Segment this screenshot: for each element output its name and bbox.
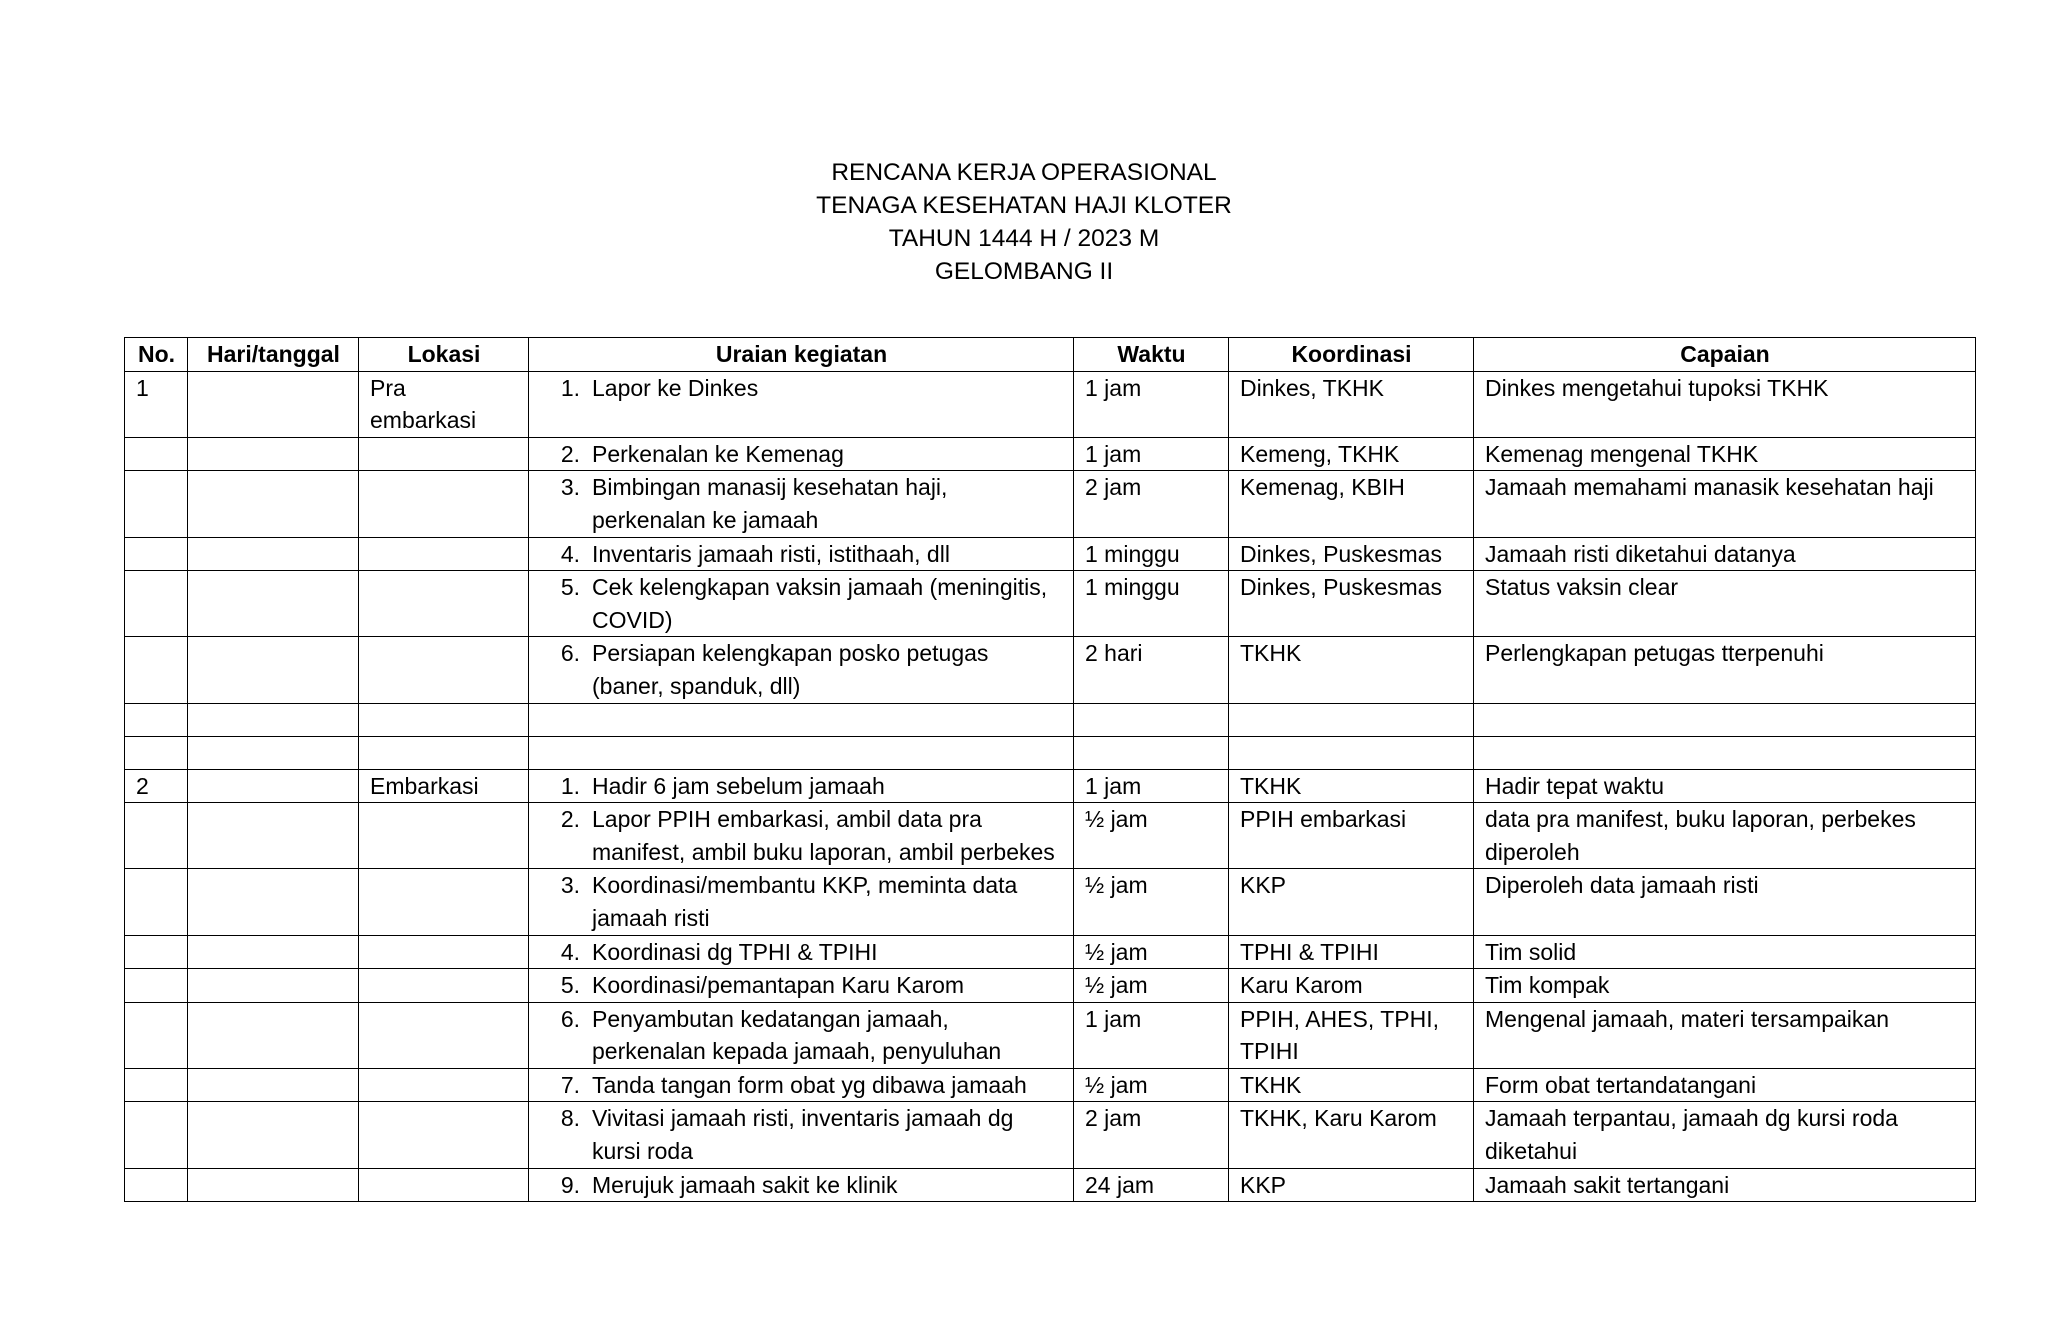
cell-waktu: ½ jam: [1074, 869, 1229, 935]
cell-waktu: ½ jam: [1074, 1068, 1229, 1102]
cell-lokasi: [359, 437, 529, 471]
cell-waktu: [1074, 703, 1229, 736]
cell-koordinasi: TKHK: [1229, 769, 1474, 803]
work-plan-table: [124, 337, 1976, 1202]
activity-item: [540, 770, 1063, 803]
cell-capaian: [1474, 703, 1976, 736]
activity-number: 2.: [560, 806, 580, 833]
table-row: [125, 471, 1976, 537]
cell-no: [125, 869, 188, 935]
cell-waktu: ½ jam: [1074, 969, 1229, 1003]
cell-lokasi: Embarkasi: [359, 769, 529, 803]
activity-text: Bimbingan manasij kesehatan haji, perkenalan ke jamaah: [592, 474, 948, 533]
table-row: [125, 537, 1976, 571]
header-no: No.: [125, 338, 188, 372]
activity-text: Lapor PPIH embarkasi, ambil data pra manifest, ambil buku laporan, ambil perbekes: [592, 806, 1055, 865]
activity-item: [540, 438, 1063, 471]
activity-number: 3.: [560, 872, 580, 899]
cell-lokasi: [359, 1168, 529, 1202]
cell-hari-tanggal: [188, 935, 359, 969]
cell-koordinasi: [1229, 703, 1474, 736]
cell-lokasi: [359, 1102, 529, 1168]
cell-uraian-kegiatan: [529, 371, 1074, 437]
cell-capaian: Hadir tepat waktu: [1474, 769, 1976, 803]
cell-lokasi: [359, 935, 529, 969]
cell-hari-tanggal: [188, 769, 359, 803]
cell-lokasi: [359, 969, 529, 1003]
cell-koordinasi: Dinkes, TKHK: [1229, 371, 1474, 437]
cell-waktu: 2 jam: [1074, 471, 1229, 537]
cell-hari-tanggal: [188, 869, 359, 935]
cell-waktu: [1074, 736, 1229, 769]
cell-capaian: [1474, 736, 1976, 769]
cell-koordinasi: KKP: [1229, 1168, 1474, 1202]
cell-waktu: 1 minggu: [1074, 571, 1229, 637]
table-row: [125, 637, 1976, 703]
header-uraian-kegiatan: Uraian kegiatan: [529, 338, 1074, 372]
activity-number: 9.: [560, 1171, 580, 1198]
activity-number: 1.: [560, 772, 580, 799]
cell-lokasi: [359, 1068, 529, 1102]
cell-waktu: ½ jam: [1074, 803, 1229, 869]
cell-hari-tanggal: [188, 471, 359, 537]
cell-capaian: Jamaah risti diketahui datanya: [1474, 537, 1976, 571]
cell-uraian-kegiatan: [529, 703, 1074, 736]
cell-koordinasi: KKP: [1229, 869, 1474, 935]
cell-capaian: Jamaah sakit tertangani: [1474, 1168, 1976, 1202]
cell-hari-tanggal: [188, 1102, 359, 1168]
activity-text: Inventaris jamaah risti, istithaah, dll: [592, 540, 950, 567]
cell-lokasi: [359, 537, 529, 571]
table-row: [125, 769, 1976, 803]
activity-text: Hadir 6 jam sebelum jamaah: [592, 772, 885, 799]
activity-number: 7.: [560, 1071, 580, 1098]
cell-waktu: 1 jam: [1074, 437, 1229, 471]
cell-capaian: Perlengkapan petugas tterpenuhi: [1474, 637, 1976, 703]
cell-lokasi: [359, 1002, 529, 1068]
activity-number: 5.: [560, 574, 580, 601]
header-capaian: Capaian: [1474, 338, 1976, 372]
cell-no: [125, 969, 188, 1003]
table-row: [125, 803, 1976, 869]
cell-hari-tanggal: [188, 571, 359, 637]
cell-no: [125, 703, 188, 736]
cell-uraian-kegiatan: [529, 769, 1074, 803]
cell-lokasi: [359, 571, 529, 637]
header-koordinasi: Koordinasi: [1229, 338, 1474, 372]
cell-no: [125, 537, 188, 571]
activity-text: Persiapan kelengkapan posko petugas (baner, spanduk, dll): [592, 640, 989, 699]
cell-uraian-kegiatan: [529, 935, 1074, 969]
activity-item: [540, 803, 1063, 868]
activity-number: 6.: [560, 640, 580, 667]
activity-item: [540, 538, 1063, 571]
cell-no: [125, 1068, 188, 1102]
activity-item: [540, 571, 1063, 636]
table-row: [125, 1002, 1976, 1068]
activity-item: [540, 1169, 1063, 1202]
activity-item: [540, 936, 1063, 969]
cell-hari-tanggal: [188, 969, 359, 1003]
cell-no: [125, 1102, 188, 1168]
cell-lokasi: [359, 637, 529, 703]
cell-no: [125, 803, 188, 869]
cell-hari-tanggal: [188, 1002, 359, 1068]
activity-item: [540, 1069, 1063, 1102]
cell-waktu: 2 jam: [1074, 1102, 1229, 1168]
cell-no: [125, 437, 188, 471]
header-lokasi: Lokasi: [359, 338, 529, 372]
cell-uraian-kegiatan: [529, 969, 1074, 1003]
cell-lokasi: [359, 869, 529, 935]
cell-uraian-kegiatan: [529, 1102, 1074, 1168]
table-row: [125, 1068, 1976, 1102]
title-line: TENAGA KESEHATAN HAJI KLOTER: [816, 192, 1232, 219]
cell-koordinasi: PPIH embarkasi: [1229, 803, 1474, 869]
cell-koordinasi: TKHK, Karu Karom: [1229, 1102, 1474, 1168]
cell-uraian-kegiatan: [529, 537, 1074, 571]
cell-koordinasi: TPHI & TPIHI: [1229, 935, 1474, 969]
cell-koordinasi: [1229, 736, 1474, 769]
header-hari-tanggal: Hari/tanggal: [188, 338, 359, 372]
activity-number: 3.: [560, 474, 580, 501]
cell-no: [125, 1168, 188, 1202]
cell-hari-tanggal: [188, 736, 359, 769]
cell-uraian-kegiatan: [529, 736, 1074, 769]
cell-uraian-kegiatan: [529, 471, 1074, 537]
cell-lokasi: Pra embarkasi: [359, 371, 529, 437]
activity-item: [540, 471, 1063, 536]
cell-uraian-kegiatan: [529, 437, 1074, 471]
cell-lokasi: [359, 471, 529, 537]
activity-item: [540, 1102, 1063, 1167]
cell-waktu: 1 jam: [1074, 1002, 1229, 1068]
cell-lokasi: [359, 736, 529, 769]
cell-capaian: Tim kompak: [1474, 969, 1976, 1003]
cell-uraian-kegiatan: [529, 1002, 1074, 1068]
cell-capaian: Jamaah memahami manasik kesehatan haji: [1474, 471, 1976, 537]
cell-uraian-kegiatan: [529, 571, 1074, 637]
cell-waktu: ½ jam: [1074, 935, 1229, 969]
cell-koordinasi: Kemenag, KBIH: [1229, 471, 1474, 537]
cell-lokasi: [359, 703, 529, 736]
cell-uraian-kegiatan: [529, 869, 1074, 935]
cell-no: 2: [125, 769, 188, 803]
table-row: [125, 703, 1976, 736]
activity-text: Merujuk jamaah sakit ke klinik: [592, 1171, 898, 1198]
table-row: [125, 371, 1976, 437]
cell-uraian-kegiatan: [529, 1068, 1074, 1102]
cell-uraian-kegiatan: [529, 803, 1074, 869]
table-row: [125, 969, 1976, 1003]
cell-capaian: Tim solid: [1474, 935, 1976, 969]
activity-item: [540, 969, 1063, 1002]
title-line: RENCANA KERJA OPERASIONAL: [831, 159, 1217, 186]
cell-capaian: Diperoleh data jamaah risti: [1474, 869, 1976, 935]
activity-number: 4.: [560, 540, 580, 567]
activity-number: 4.: [560, 938, 580, 965]
cell-koordinasi: PPIH, AHES, TPHI, TPIHI: [1229, 1002, 1474, 1068]
cell-capaian: Dinkes mengetahui tupoksi TKHK: [1474, 371, 1976, 437]
cell-hari-tanggal: [188, 1168, 359, 1202]
activity-item: [540, 869, 1063, 934]
activity-number: 5.: [560, 972, 580, 999]
cell-koordinasi: Dinkes, Puskesmas: [1229, 571, 1474, 637]
table-row: [125, 1102, 1976, 1168]
cell-koordinasi: Kemeng, TKHK: [1229, 437, 1474, 471]
activity-text: Lapor ke Dinkes: [592, 374, 759, 401]
activity-text: Koordinasi/pemantapan Karu Karom: [592, 972, 965, 999]
activity-item: [540, 637, 1063, 702]
table-row: [125, 1168, 1976, 1202]
table-row: [125, 869, 1976, 935]
cell-capaian: Form obat tertandatangani: [1474, 1068, 1976, 1102]
activity-text: Penyambutan kedatangan jamaah, perkenalan kepada jamaah, penyuluhan: [592, 1005, 1002, 1065]
cell-no: [125, 471, 188, 537]
cell-no: [125, 571, 188, 637]
cell-no: [125, 736, 188, 769]
activity-number: 6.: [560, 1005, 580, 1032]
cell-no: [125, 935, 188, 969]
cell-lokasi: [359, 803, 529, 869]
cell-hari-tanggal: [188, 803, 359, 869]
table-row: [125, 437, 1976, 471]
activity-text: Koordinasi/membantu KKP, meminta data jamaah risti: [592, 872, 1018, 931]
cell-waktu: 2 hari: [1074, 637, 1229, 703]
activity-text: Tanda tangan form obat yg dibawa jamaah: [592, 1071, 1027, 1098]
cell-capaian: Jamaah terpantau, jamaah dg kursi roda diketahui: [1474, 1102, 1976, 1168]
table-body: [125, 371, 1976, 1202]
cell-waktu: 1 jam: [1074, 371, 1229, 437]
activity-number: 1.: [560, 374, 580, 401]
cell-capaian: Status vaksin clear: [1474, 571, 1976, 637]
cell-koordinasi: TKHK: [1229, 1068, 1474, 1102]
activity-number: 8.: [560, 1105, 580, 1132]
cell-hari-tanggal: [188, 371, 359, 437]
cell-waktu: 1 jam: [1074, 769, 1229, 803]
title-line: TAHUN 1444 H / 2023 M: [888, 225, 1160, 252]
header-waktu: Waktu: [1074, 338, 1229, 372]
title-line: GELOMBANG II: [934, 258, 1114, 285]
table-row: [125, 571, 1976, 637]
cell-waktu: 1 minggu: [1074, 537, 1229, 571]
cell-waktu: 24 jam: [1074, 1168, 1229, 1202]
cell-koordinasi: Karu Karom: [1229, 969, 1474, 1003]
activity-number: 2.: [560, 440, 580, 467]
document-title: [0, 156, 2048, 288]
cell-koordinasi: TKHK: [1229, 637, 1474, 703]
activity-item: [540, 372, 1063, 405]
table-row: [125, 736, 1976, 769]
cell-capaian: Mengenal jamaah, materi tersampaikan: [1474, 1002, 1976, 1068]
cell-no: [125, 1002, 188, 1068]
activity-text: Cek kelengkapan vaksin jamaah (meningitis, COVID): [592, 574, 1048, 633]
cell-capaian: Kemenag mengenal TKHK: [1474, 437, 1976, 471]
activity-text: Koordinasi dg TPHI & TPIHI: [592, 938, 878, 965]
activity-item: [540, 1003, 1063, 1068]
cell-no: [125, 637, 188, 703]
cell-hari-tanggal: [188, 703, 359, 736]
cell-hari-tanggal: [188, 437, 359, 471]
cell-koordinasi: Dinkes, Puskesmas: [1229, 537, 1474, 571]
cell-hari-tanggal: [188, 1068, 359, 1102]
activity-text: Vivitasi jamaah risti, inventaris jamaah dg kursi roda: [592, 1105, 1014, 1165]
cell-uraian-kegiatan: [529, 637, 1074, 703]
cell-hari-tanggal: [188, 637, 359, 703]
table-row: [125, 935, 1976, 969]
cell-uraian-kegiatan: [529, 1168, 1074, 1202]
cell-no: 1: [125, 371, 188, 437]
activity-text: Perkenalan ke Kemenag: [592, 440, 844, 467]
cell-capaian: data pra manifest, buku laporan, perbekes diperoleh: [1474, 803, 1976, 869]
cell-hari-tanggal: [188, 537, 359, 571]
table-header-row: [125, 338, 1976, 372]
